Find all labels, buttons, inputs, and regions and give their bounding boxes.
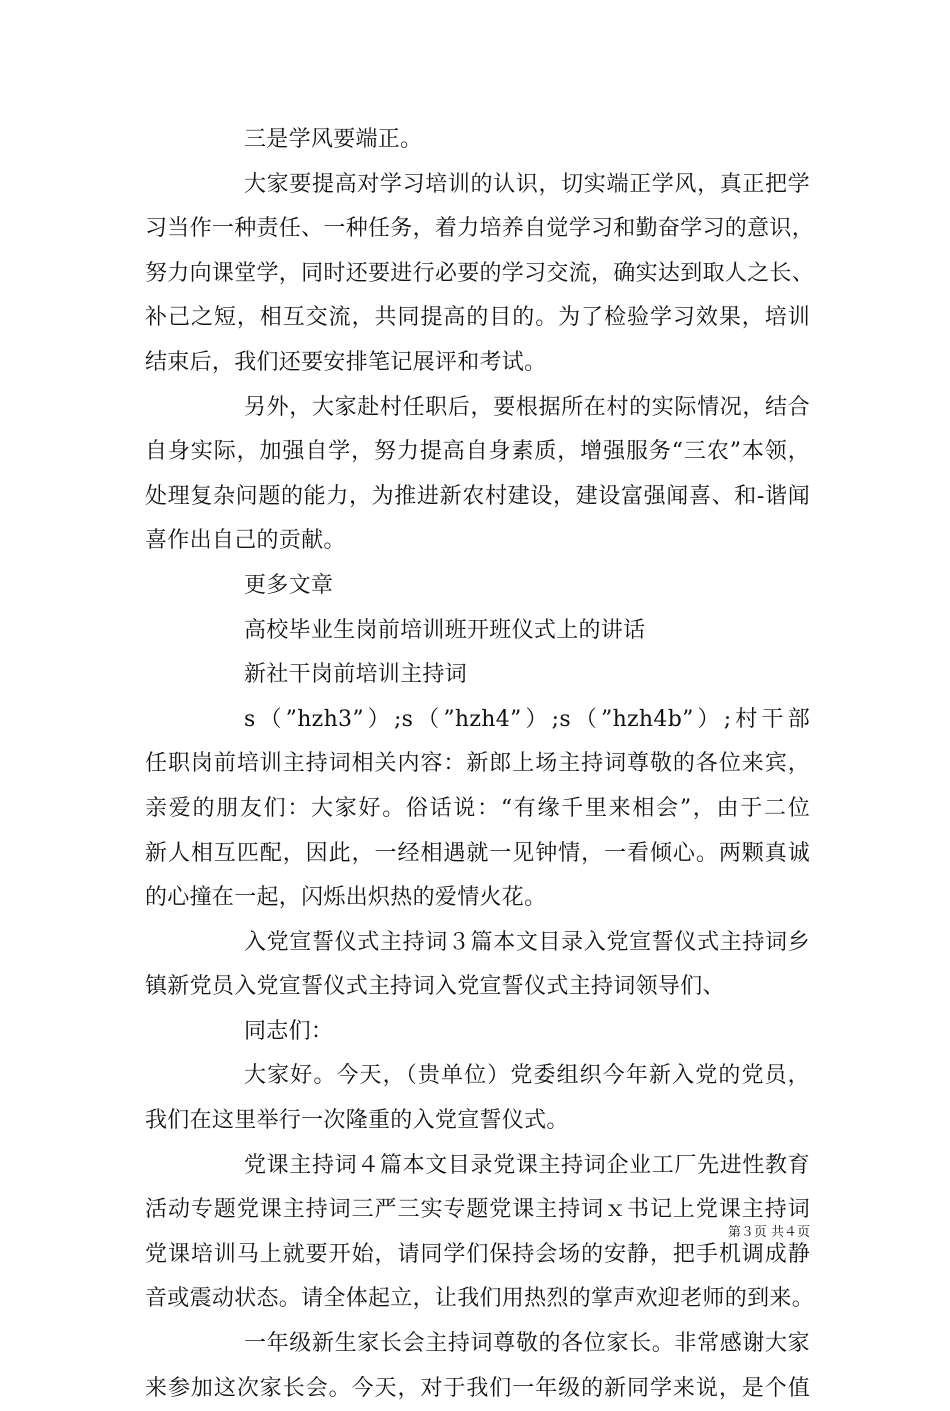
text-line: 新人相互匹配，因此，一经相遇就一见钟情，一看倾心。两颗真诚 (145, 840, 810, 866)
text-line: 亲爱的朋友们：大家好。俗话说：“有缘千里来相会”，由于二位 (145, 795, 810, 821)
text-line: s（”hzh3”）;s（”hzh4”）;s（”hzh4b”）;村干部 (244, 706, 810, 732)
text-line: 喜作出自己的贡献。 (145, 528, 346, 554)
text-line: 的心撞在一起，闪烁出炽热的爱情火花。 (145, 885, 547, 911)
text-line: 另外，大家赴村任职后，要根据所在村的实际情况，结合 (244, 394, 810, 420)
article-link[interactable]: 高校毕业生岗前培训班开班仪式上的讲话 (244, 617, 646, 643)
text-line: 音或震动状态。请全体起立，让我们用热烈的掌声欢迎老师的到来。 (145, 1286, 815, 1312)
text-line: 处理复杂问题的能力，为推进新农村建设，建设富强闻喜、和-谐闻 (145, 483, 810, 509)
document-body (145, 118, 815, 1411)
text-line: 大家要提高对学习培训的认识，切实端正学风，真正把学 (244, 171, 810, 197)
article-link[interactable]: 新社干岗前培训主持词 (244, 662, 468, 688)
section-heading: 更多文章 (244, 572, 334, 598)
text-line: 结束后，我们还要安排笔记展评和考试。 (145, 349, 547, 375)
text-line: 镇新党员入党宣誓仪式主持词入党宣誓仪式主持词领导们、 (145, 974, 725, 1000)
text-line: 党课培训马上就要开始，请同学们保持会场的安静，把手机调成静 (145, 1241, 810, 1267)
text-line: 来参加这次家长会。今天，对于我们一年级的新同学来说，是个值 (145, 1375, 810, 1401)
text-line: 习当作一种责任、一种任务，着力培养自觉学习和勤奋学习的意识， (145, 216, 815, 242)
text-line: 一年级新生家长会主持词尊敬的各位家长。非常感谢大家 (244, 1331, 810, 1357)
text-line: 三是学风要端正。 (244, 127, 423, 152)
text-line: 自身实际，加强自学，努力提高自身素质，增强服务“三农”本领， (145, 439, 810, 465)
text-line: 我们在这里举行一次隆重的入党宣誓仪式。 (145, 1108, 569, 1134)
text-line: 任职岗前培训主持词相关内容：新郎上场主持词尊敬的各位来宾， (145, 751, 810, 777)
text-line: 活动专题党课主持词三严三实专题党课主持词ｘ书记上党课主持词 (145, 1197, 810, 1223)
text-line: 党课主持词４篇本文目录党课主持词企业工厂先进性教育 (244, 1152, 810, 1178)
text-line: 补己之短，相互交流，共同提高的目的。为了检验学习效果，培训 (145, 305, 810, 331)
page-number-footer: 第３页 共４页 (727, 1225, 810, 1240)
text-line: 入党宣誓仪式主持词３篇本文目录入党宣誓仪式主持词乡 (244, 929, 810, 955)
text-line: 努力向课堂学，同时还要进行必要的学习交流，确实达到取人之长、 (145, 260, 815, 286)
text-line: 同志们： (244, 1018, 334, 1044)
text-line: 大家好。今天，（贵单位）党委组织今年新入党的党员， (244, 1063, 810, 1089)
